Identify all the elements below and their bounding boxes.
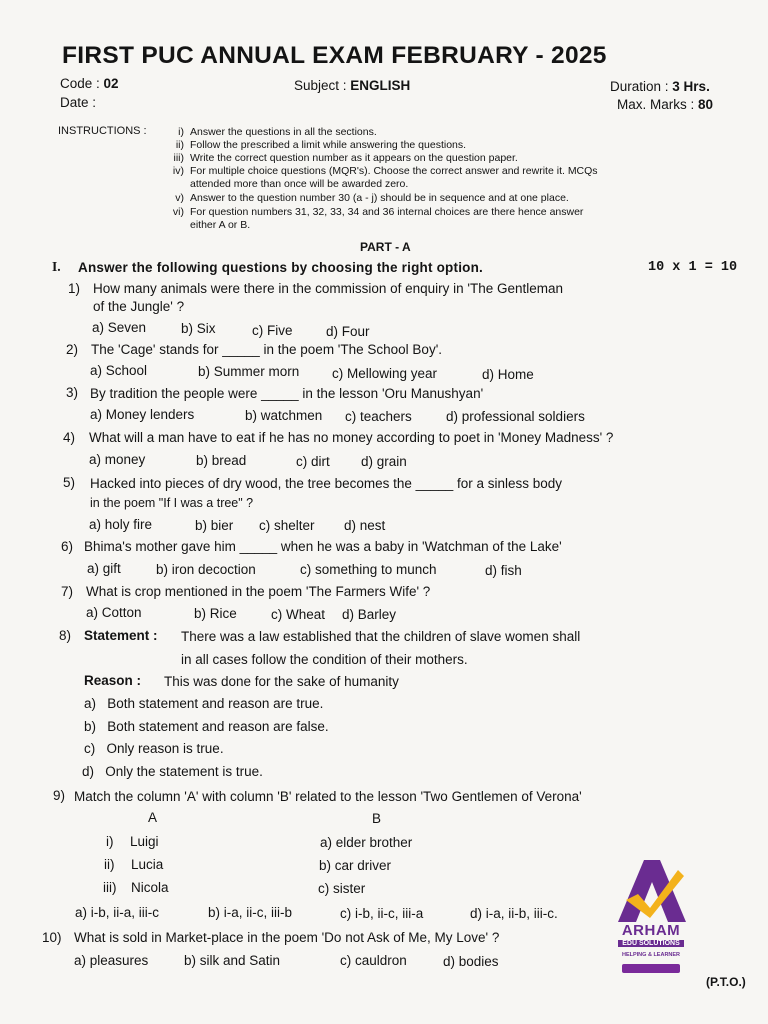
- match-column-a-item: Nicola: [131, 880, 169, 895]
- question-text: What is sold in Market-place in the poem 'Do not Ask of Me, My Love' ?: [74, 930, 500, 945]
- question-text: in the poem "If I was a tree" ?: [90, 496, 254, 510]
- question-text: By tradition the people were _____ in the lesson 'Oru Manushyan': [90, 386, 484, 401]
- option-c: c) cauldron: [340, 953, 407, 968]
- option-c: c) Mellowing year: [332, 366, 438, 381]
- option-a: a) Both statement and reason are true.: [84, 696, 324, 711]
- statement-text: in all cases follow the condition of their mothers.: [181, 652, 468, 667]
- exam-title: FIRST PUC ANNUAL EXAM FEBRUARY - 2025: [62, 42, 607, 69]
- option-d: d) professional soldiers: [446, 409, 585, 424]
- arham-logo: [612, 856, 690, 976]
- question-text: What is crop mentioned in the poem 'The Farmers Wife' ?: [86, 584, 431, 599]
- option-d: d) i-a, ii-b, iii-c.: [470, 906, 558, 921]
- question-text: Bhima's mother gave him _____ when he was a baby in 'Watchman of the Lake': [84, 539, 562, 554]
- code-value: 02: [103, 76, 119, 91]
- question-number: 5): [63, 475, 76, 490]
- question-text: of the Jungle' ?: [93, 299, 185, 314]
- question-text: Match the column 'A' with column 'B' related to the lesson 'Two Gentlemen of Verona': [74, 789, 582, 804]
- option-b: b) Six: [181, 321, 216, 336]
- duration-value: 3 Hrs.: [672, 79, 710, 94]
- part-heading: PART - A: [360, 240, 411, 254]
- option-a: a) Cotton: [86, 605, 142, 620]
- question-number: 2): [66, 342, 79, 357]
- section-heading: Answer the following questions by choosing the right option.: [78, 260, 483, 275]
- option-b: b) iron decoction: [156, 562, 256, 577]
- option-c: c) shelter: [259, 518, 315, 533]
- instructions-list: i) Answer the questions in all the sections. ii) Follow the prescribed a limit while answering the questions. iii) Write the correct question number as it appears on the question paper. iv) For multiple choice questions (MQR's). Choose the correct answer and rewrite it. MCQs attended more than once will be awarded zero. v) Answer to the question number 30 (a - j) should be in sequence and at one place. vi) For question numbers 31, 32, 33, 34 and 36 internal choices are there hence answer either A or B.: [172, 126, 598, 231]
- question-number: 7): [61, 584, 74, 599]
- question-number: 4): [63, 430, 76, 445]
- duration-label: Duration :: [610, 79, 669, 94]
- reason-text: This was done for the sake of humanity: [164, 674, 399, 689]
- option-d: d) bodies: [443, 954, 499, 969]
- option-d: d) Only the statement is true.: [82, 764, 263, 779]
- option-a: a) gift: [87, 561, 121, 576]
- option-d: d) nest: [344, 518, 386, 533]
- option-d: d) fish: [485, 563, 522, 578]
- subject-label: Subject :: [294, 78, 347, 93]
- social-media-icons: [622, 964, 680, 973]
- option-a: a) money: [89, 452, 146, 467]
- section-number: I.: [52, 259, 61, 274]
- option-b: b) Rice: [194, 606, 237, 621]
- code-line: [60, 76, 119, 91]
- section-marks: 10 x 1 = 10: [648, 260, 738, 275]
- logo-subtitle: EDU SOLUTIONS: [618, 940, 684, 947]
- column-b-heading: B: [372, 811, 382, 826]
- option-a: a) pleasures: [74, 953, 149, 968]
- option-c: c) Wheat: [271, 607, 326, 622]
- option-b: b) bier: [195, 518, 234, 533]
- match-column-a-item: Luigi: [130, 834, 159, 849]
- match-row-number: iii): [103, 880, 117, 895]
- option-c: c) Only reason is true.: [84, 741, 224, 756]
- option-a: a) i-b, ii-a, iii-c: [75, 905, 160, 920]
- option-b: b) watchmen: [245, 408, 323, 423]
- option-b: b) Both statement and reason are false.: [84, 719, 329, 734]
- option-d: d) Four: [326, 324, 370, 339]
- arham-logo-mark: [612, 856, 690, 926]
- maxmarks-label: Max. Marks :: [617, 97, 695, 112]
- code-label: Code :: [60, 76, 100, 91]
- reason-label: Reason :: [84, 673, 142, 688]
- question-number: 9): [53, 788, 66, 803]
- option-c: c) teachers: [345, 409, 412, 424]
- option-d: d) Barley: [342, 607, 397, 622]
- maxmarks-value: 80: [698, 97, 714, 112]
- question-number: 3): [66, 385, 79, 400]
- option-c: c) something to munch: [300, 562, 437, 577]
- option-a: a) School: [90, 363, 148, 378]
- date-label: Date :: [60, 95, 97, 110]
- match-column-b-item: a) elder brother: [320, 835, 413, 850]
- column-a-heading: A: [148, 810, 158, 825]
- subject-line: [294, 78, 410, 93]
- option-a: a) holy fire: [89, 517, 153, 532]
- option-d: d) grain: [361, 454, 407, 469]
- question-number: 8): [59, 628, 72, 643]
- match-column-b-item: b) car driver: [319, 858, 392, 873]
- question-text: The 'Cage' stands for _____ in the poem 'The School Boy'.: [91, 342, 443, 357]
- statement-label: Statement :: [84, 628, 158, 643]
- question-number: 6): [61, 539, 74, 554]
- question-text: What will a man have to eat if he has no money according to poet in 'Money Madness' ?: [89, 430, 614, 445]
- option-c: c) Five: [252, 323, 293, 338]
- option-c: c) i-b, ii-c, iii-a: [340, 906, 424, 921]
- subject-value: ENGLISH: [350, 78, 411, 93]
- statement-text: There was a law established that the children of slave women shall: [181, 629, 581, 644]
- question-number: 1): [68, 281, 81, 296]
- instructions-label: INSTRUCTIONS :: [58, 125, 147, 137]
- logo-name: ARHAM: [621, 922, 681, 939]
- question-number: 10): [42, 930, 62, 945]
- option-b: b) Summer morn: [198, 364, 300, 379]
- match-column-a-item: Lucia: [131, 857, 164, 872]
- option-a: a) Money lenders: [90, 407, 195, 422]
- option-a: a) Seven: [92, 320, 147, 335]
- match-row-number: ii): [104, 857, 115, 872]
- maxmarks-line: [617, 97, 713, 112]
- pto-note: (P.T.O.): [706, 975, 746, 989]
- match-column-b-item: c) sister: [318, 881, 366, 896]
- question-text: Hacked into pieces of dry wood, the tree becomes the _____ for a sinless body: [90, 476, 563, 491]
- option-d: d) Home: [482, 367, 534, 382]
- option-b: b) silk and Satin: [184, 953, 281, 968]
- option-b: b) bread: [196, 453, 247, 468]
- option-b: b) i-a, ii-c, iii-b: [208, 905, 293, 920]
- question-text: How many animals were there in the commission of enquiry in 'The Gentleman: [93, 281, 564, 296]
- duration-line: [610, 79, 710, 94]
- option-c: c) dirt: [296, 454, 330, 469]
- match-row-number: i): [106, 834, 114, 849]
- logo-tagline: HELPING & LEARNER: [621, 952, 681, 958]
